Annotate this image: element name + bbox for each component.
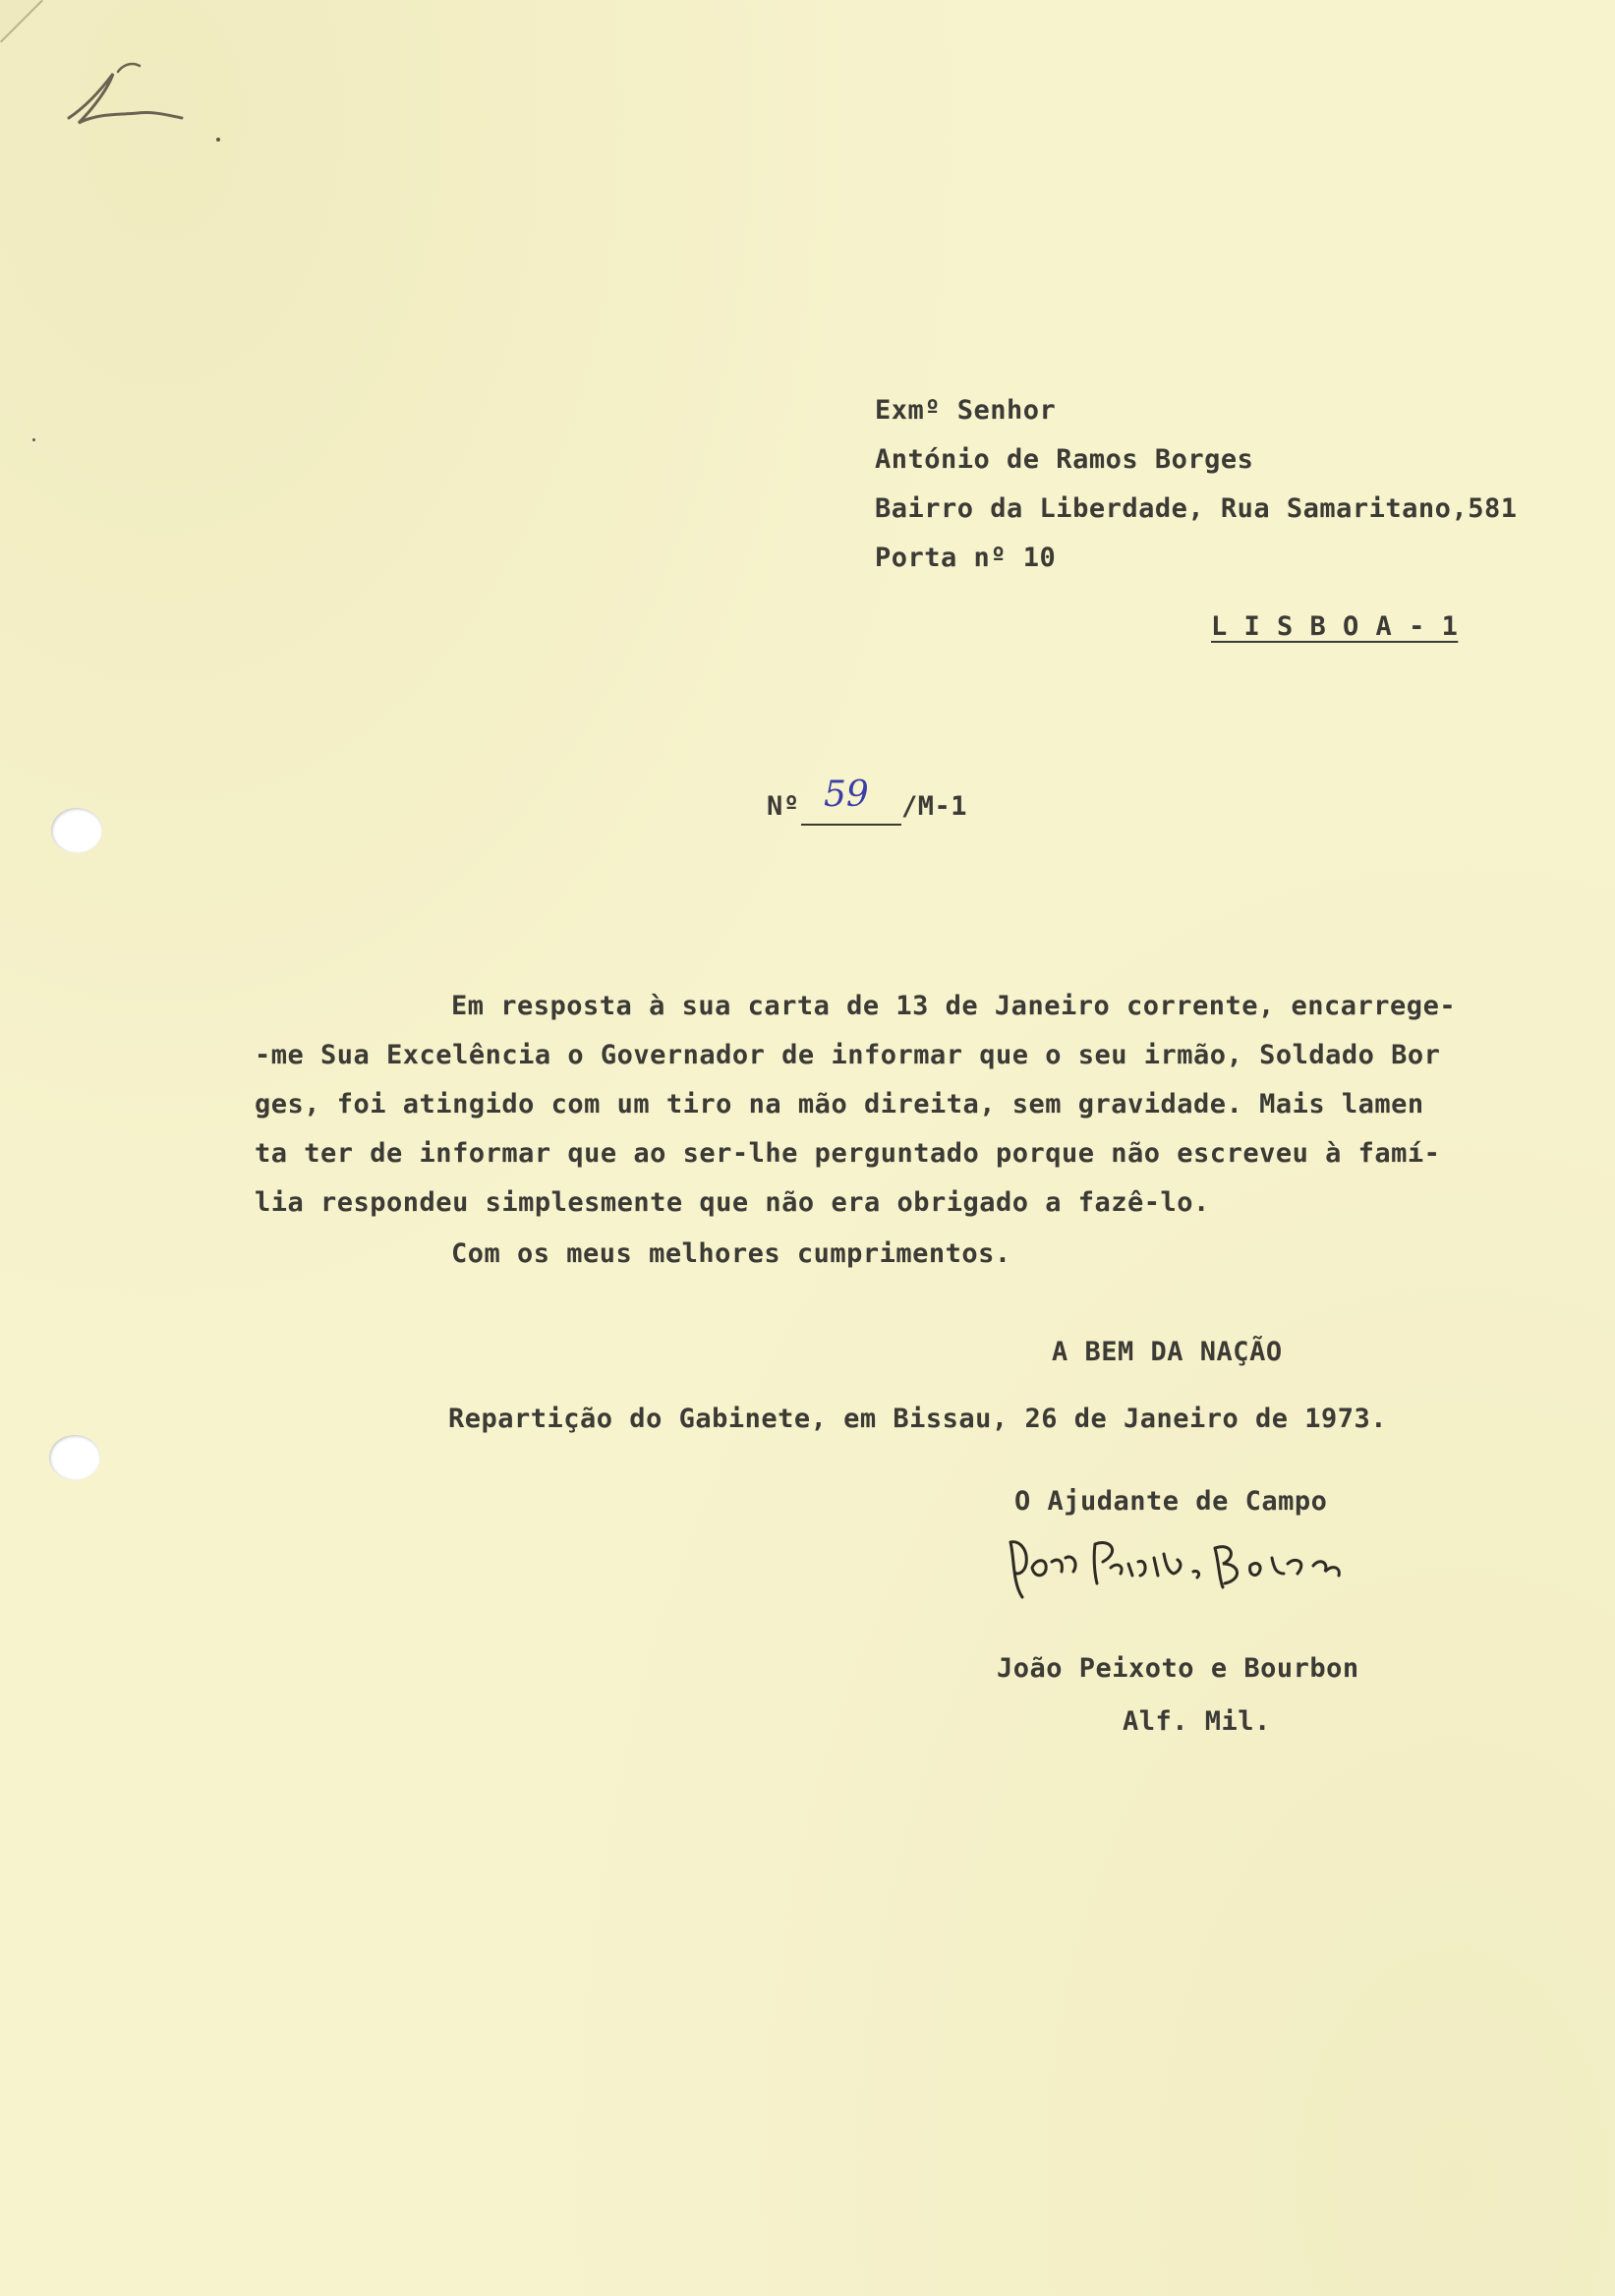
recipient-city: L I S B O A - 1 [1211,611,1459,642]
ink-speck [216,138,220,142]
signatory-rank: Alf. Mil. [1123,1706,1271,1737]
body-line-4: ta ter de informar que ao ser-lhe perguntado porque não escreveu à famí- [255,1138,1441,1169]
recipient-address: Bairro da Liberdade, Rua Samaritano,581 [875,493,1518,524]
ink-speck [32,438,35,441]
handwritten-initials-mark [59,54,197,143]
body-line-2: -me Sua Excelência o Governador de informar que o seu irmão, Soldado Bor [255,1040,1441,1070]
body-line-1: Em resposta à sua carta de 13 de Janeiro corrente, encarrege- [451,991,1457,1021]
place-date: Repartição do Gabinete, em Bissau, 26 de Janeiro de 1973. [448,1404,1388,1434]
signatory-role: O Ajudante de Campo [1014,1486,1328,1517]
reference-number-underline [801,824,901,826]
reference-suffix: /M-1 [901,791,968,822]
body-closing: Com os meus melhores cumprimentos. [451,1238,1011,1269]
punch-hole-bottom [49,1435,100,1480]
reference-prefix: Nº [767,791,800,822]
handwritten-signature [1001,1528,1355,1607]
punch-hole-top [51,808,102,853]
body-line-3: ges, foi atingido com um tiro na mão direita, sem gravidade. Mais lamen [255,1089,1424,1119]
recipient-salutation: Exmº Senhor [875,395,1057,426]
body-line-5: lia respondeu simplesmente que não era obrigado a fazê-lo. [255,1187,1210,1218]
recipient-door: Porta nº 10 [875,543,1057,573]
recipient-name: António de Ramos Borges [875,444,1254,475]
signatory-name: João Peixoto e Bourbon [997,1653,1359,1684]
motto: A BEM DA NAÇÃO [1052,1337,1283,1367]
reference-number-handwritten: 59 [824,775,869,815]
